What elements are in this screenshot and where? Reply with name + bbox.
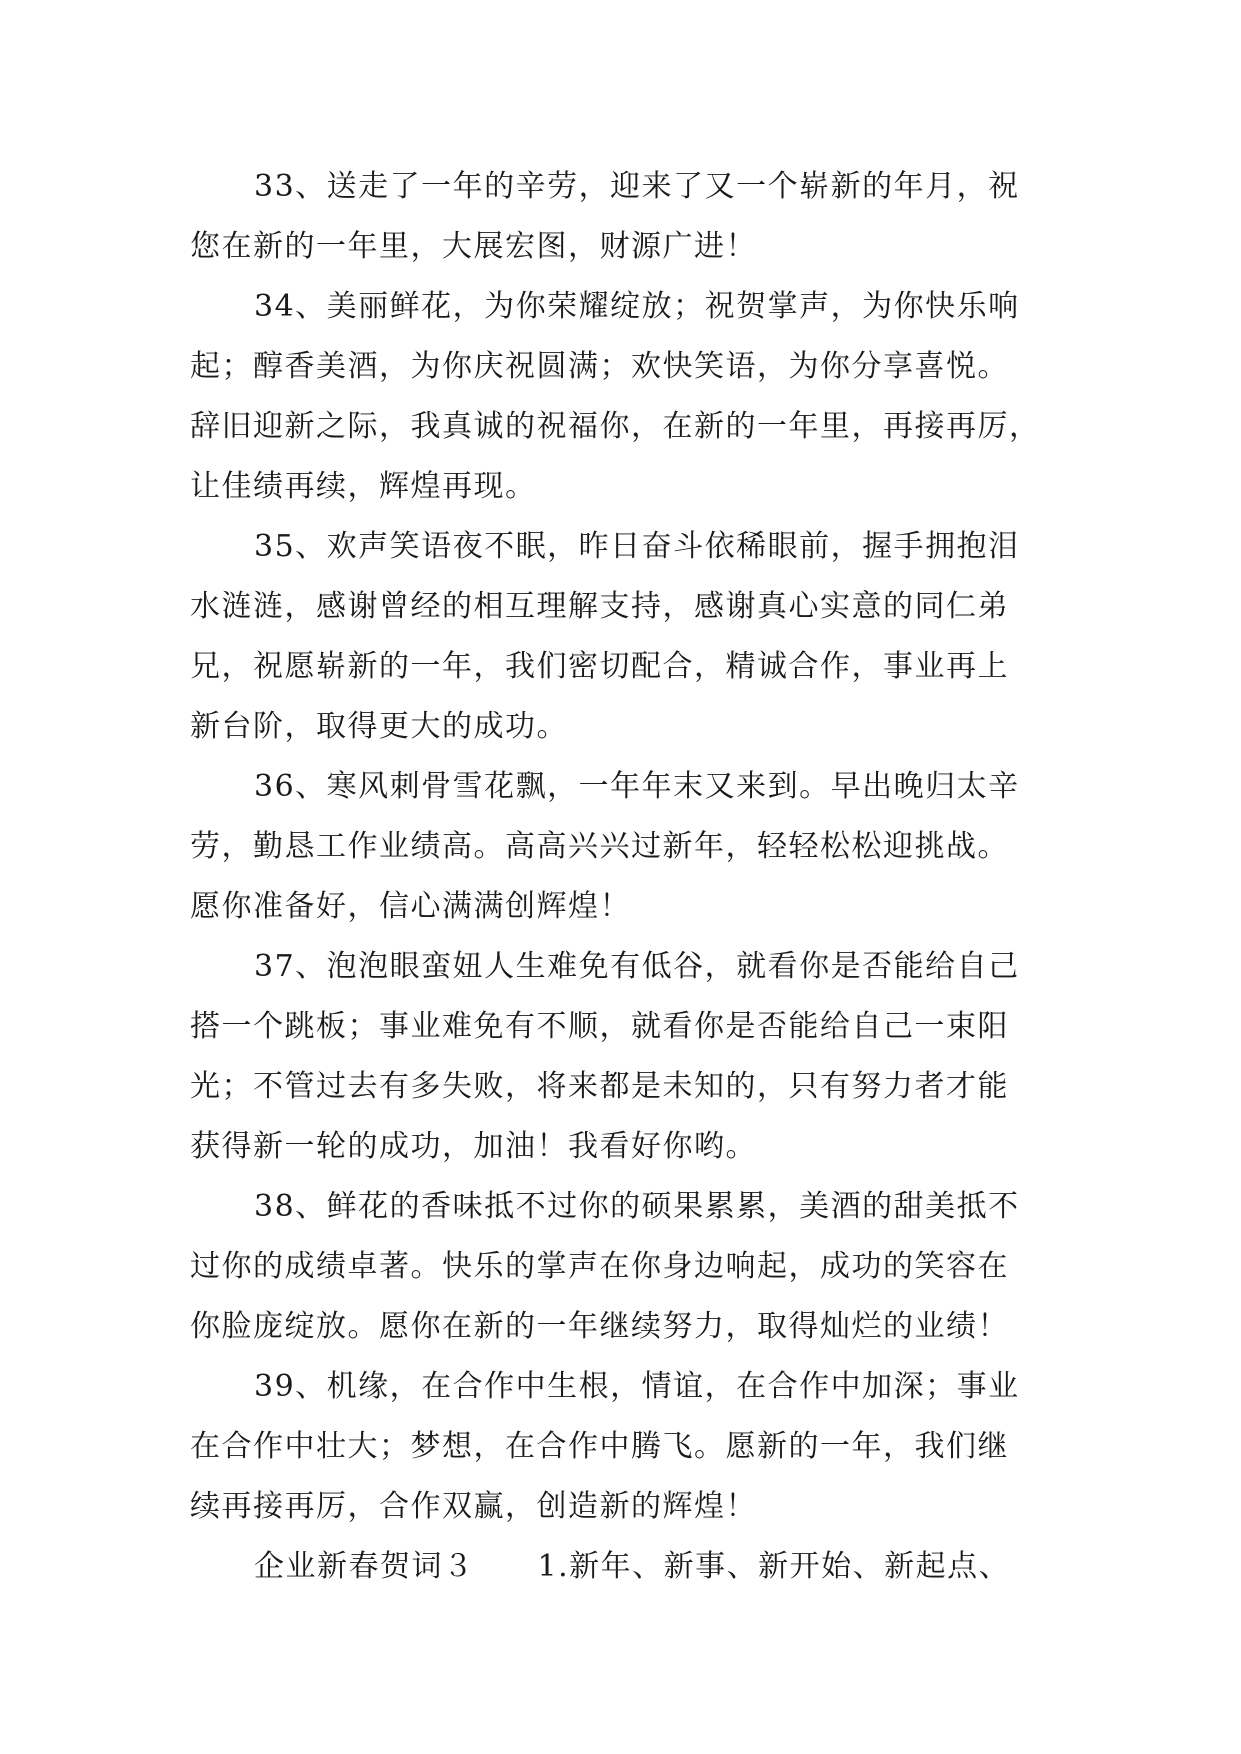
text-line: 过你的成绩卓著。快乐的掌声在你身边响起，成功的笑容在 [190, 1249, 1009, 1284]
text-line: 获得新一轮的成功，加油！我看好你哟。 [190, 1129, 757, 1164]
text-line: 愿你准备好，信心满满创辉煌！ [190, 889, 631, 924]
text-line: 搭一个跳板；事业难免有不顺，就看你是否能给自己一束阳 [190, 1009, 1009, 1044]
text-body [190, 157, 1060, 1597]
text-line: 您在新的一年里，大展宏图，财源广进！ [190, 229, 757, 264]
text-line: 让佳绩再续，辉煌再现。 [190, 469, 537, 504]
text-line: 企业新春贺词３ 1.新年、新事、新开始、新起点、 [254, 1549, 1011, 1584]
text-line: 38、鲜花的香味抵不过你的硕果累累，美酒的甜美抵不 [254, 1189, 1020, 1224]
text-line: 辞旧迎新之际，我真诚的祝福你，在新的一年里，再接再厉， [190, 409, 1041, 444]
text-line: 续再接再厉，合作双赢，创造新的辉煌！ [190, 1489, 757, 1524]
text-line: 兄，祝愿崭新的一年，我们密切配合，精诚合作，事业再上 [190, 649, 1009, 684]
text-line: 劳，勤恳工作业绩高。高高兴兴过新年，轻轻松松迎挑战。 [190, 829, 1009, 864]
text-line: 水涟涟，感谢曾经的相互理解支持，感谢真心实意的同仁弟 [190, 589, 1009, 624]
text-line: 39、机缘，在合作中生根，情谊，在合作中加深；事业 [254, 1369, 1020, 1404]
text-line: 33、送走了一年的辛劳，迎来了又一个崭新的年月，祝 [254, 169, 1020, 204]
text-line: 在合作中壮大；梦想，在合作中腾飞。愿新的一年，我们继 [190, 1429, 1009, 1464]
text-line: 36、寒风刺骨雪花飘，一年年末又来到。早出晚归太辛 [254, 769, 1020, 804]
text-line: 34、美丽鲜花，为你荣耀绽放；祝贺掌声，为你快乐响 [254, 289, 1020, 324]
text-line: 新台阶，取得更大的成功。 [190, 709, 568, 744]
text-line: 35、欢声笑语夜不眠，昨日奋斗依稀眼前，握手拥抱泪 [254, 529, 1020, 564]
text-line: 起；醇香美酒，为你庆祝圆满；欢快笑语，为你分享喜悦。 [190, 349, 1009, 384]
text-line: 光；不管过去有多失败，将来都是未知的，只有努力者才能 [190, 1069, 1009, 1104]
text-line: 37、泡泡眼蛮妞人生难免有低谷，就看你是否能给自己 [254, 949, 1020, 984]
text-line: 你脸庞绽放。愿你在新的一年继续努力，取得灿烂的业绩！ [190, 1309, 1009, 1344]
